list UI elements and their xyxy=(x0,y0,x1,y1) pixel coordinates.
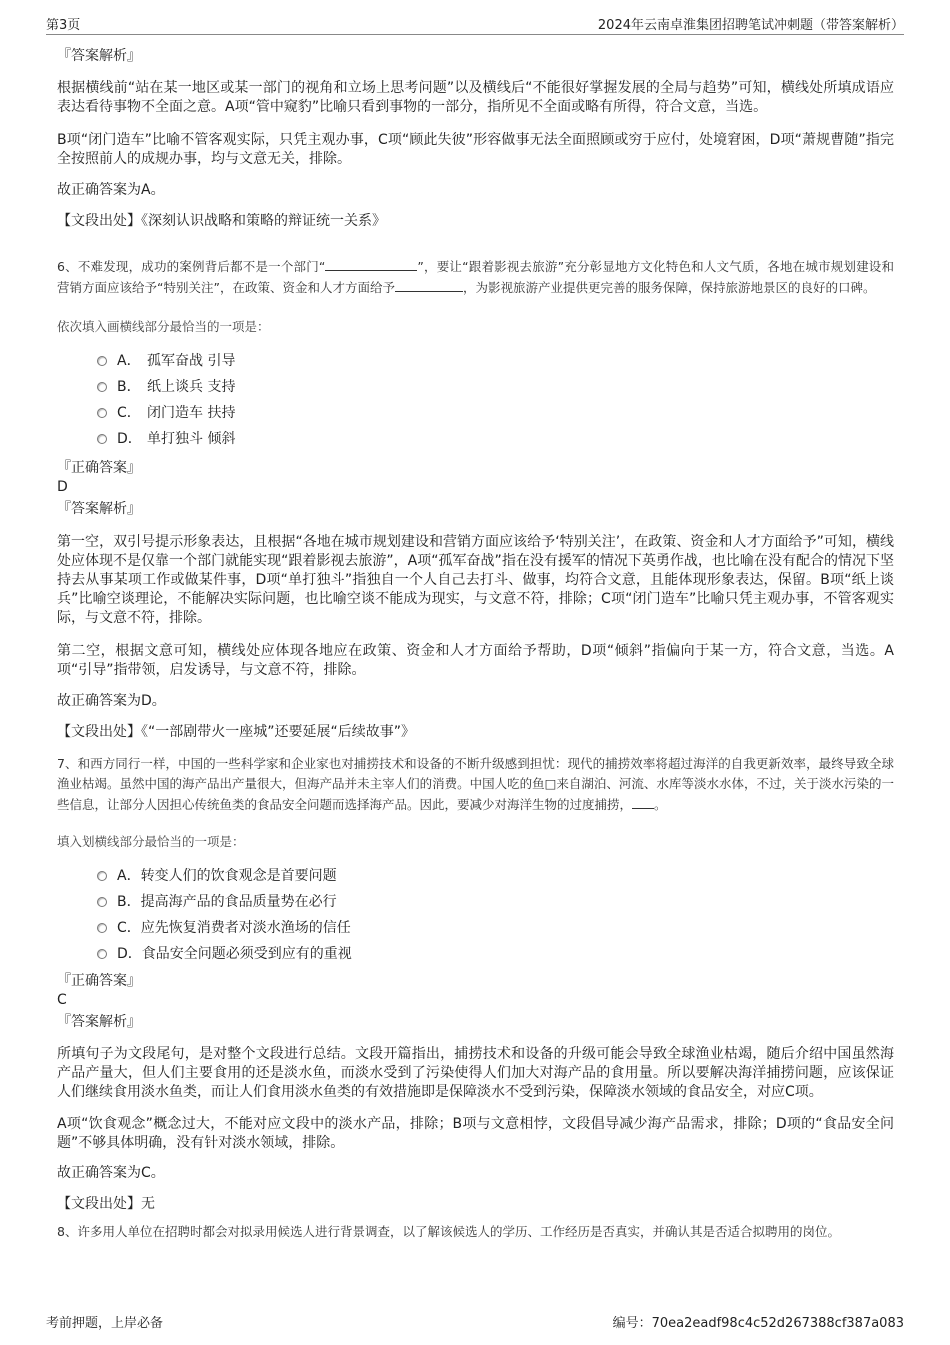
correct-answer-tag: 『正确答案』 xyxy=(57,460,141,476)
radio-icon[interactable] xyxy=(97,923,107,933)
radio-icon[interactable] xyxy=(97,356,107,366)
source-citation: 【文段出处】无 xyxy=(57,1196,155,1212)
radio-icon[interactable] xyxy=(97,382,107,392)
question-7-options xyxy=(97,863,894,967)
option-d[interactable]: D． 单打独斗 倾斜 xyxy=(97,426,894,452)
analysis-paragraph: 第二空，根据文意可知，横线处应体现各地应在政策、资金和人才方面给予帮助，D项“倾斜”指偏向于某一方，符合文意，当选。A项“引导”指带领，启发诱导，与文意不符，排除。 xyxy=(57,643,894,678)
document-title: 2024年云南卓淮集团招聘笔试冲刺题（带答案解析） xyxy=(597,18,904,33)
option-c[interactable]: C． 闭门造车 扶持 xyxy=(97,400,894,426)
page-content xyxy=(57,46,894,1242)
correct-answer: C xyxy=(57,992,67,1008)
source-citation: 【文段出处】《深刻认识战略和策略的辩证统一关系》 xyxy=(57,213,386,229)
option-d[interactable]: D． 食品安全问题必须受到应有的重视 xyxy=(97,941,894,967)
answer-conclusion: 故正确答案为C。 xyxy=(57,1165,165,1181)
question-instruction: 填入划横线部分最恰当的一项是： xyxy=(57,834,245,849)
analysis-paragraph: 所填句子为文段尾句，是对整个文段进行总结。文段开篇指出，捕捞技术和设备的升级可能会导致全球渔业枯竭，随后介绍中国虽然海产品产量大，但人们主要食用的还是淡水鱼，而淡水受到了污染使得人们加大对海产品的食用量。所以要解决海洋捕捞问题，应该保证人们继续食用淡水鱼类，而让人们食用淡水鱼类的有效措施即是保障淡水不受到污染，保障淡水领域的食品安全，对应C项。 xyxy=(57,1046,894,1100)
document-id: 编号：70ea2eadf98c4c52d267388cf387a083 xyxy=(612,1316,904,1331)
option-c[interactable]: C． 应先恢复消费者对淡水渔场的信任 xyxy=(97,915,894,941)
correct-answer-tag: 『正确答案』 xyxy=(57,973,141,989)
fill-blank-2 xyxy=(395,277,463,292)
correct-answer: D xyxy=(57,479,68,495)
analysis-paragraph: 第一空，双引号提示形象表达，且根据“各地在城市规划建设和营销方面应该给予‘特别关注’，在政策、资金和人才方面给予”可知，横线处应体现不是仅靠一个部门就能实现“跟着影视去旅游”，A项“孤军奋战”指在没有援军的情况下英勇作战，也比喻在没有配合的情况下坚持去从事某项工作或做某件事，D项“单打独斗”指独自一个人自己去打斗、做事，均符合文意，且能体现形象表达，保留。B项“纸上谈兵”比喻空谈理论，不能解决实际问题，也比喻空谈不能成为现实，与文意不符，排除；C项“闭门造车”比喻只凭主观办事，不管客观实际，与文意不符，排除。 xyxy=(57,534,894,626)
question-6-text: 6、不难发现，成功的案例背后都不是一个部门“ ”，要让“跟着影视去旅游”充分彰显地方文化特色和人文气质，各地在城市规划建设和营销方面应该给予“特别关注”，在政策、资金和人才方面给予 ，为影视旅游产业提供更完善的服务保障，保持旅游地景区的良好的口碑。 xyxy=(57,256,894,298)
analysis-paragraph: B项“闭门造车”比喻不管客观实际，只凭主观办事，C项“顾此失彼”形容做事无法全面照顾或穷于应付，处境窘困，D项“萧规曹随”指完全按照前人的成规办事，均与文意无关，排除。 xyxy=(57,132,894,167)
analysis-tag: 『答案解析』 xyxy=(57,48,141,64)
analysis-tag: 『答案解析』 xyxy=(57,1014,141,1030)
radio-icon[interactable] xyxy=(97,949,107,959)
radio-icon[interactable] xyxy=(97,408,107,418)
radio-icon[interactable] xyxy=(97,434,107,444)
question-7-text: 7、和西方同行一样，中国的一些科学家和企业家也对捕捞技术和设备的不断升级感到担忧：现代的捕捞效率将超过海洋的自我更新效率，最终导致全球渔业枯竭。虽然中国的海产品出产量很大，但海产品并未主宰人们的消费。中国人吃的鱼□来自湖泊、河流、水库等淡水水体，不过，关于淡水污染的一些信息，让部分人因担心传统鱼类的食品安全问题而选择海产品。因此，要减少对海洋生物的过度捕捞， 。 xyxy=(57,756,894,812)
option-a[interactable]: A． 转变人们的饮食观念是首要问题 xyxy=(97,863,894,889)
fill-blank xyxy=(632,794,654,809)
analysis-tag: 『答案解析』 xyxy=(57,501,141,517)
footer-slogan: 考前押题，上岸必备 xyxy=(46,1316,164,1331)
analysis-paragraph: 根据横线前“站在某一地区或某一部门的视角和立场上思考问题”以及横线后“不能很好掌握发展的全局与趋势”可知，横线处所填成语应表达看待事物不全面之意。A项“管中窥豹”比喻只看到事物的一部分，指所见不全面或略有所得，符合文意，当选。 xyxy=(57,80,894,115)
answer-conclusion: 故正确答案为D。 xyxy=(57,693,166,709)
question-8-text: 8、许多用人单位在招聘时都会对拟录用候选人进行背景调查，以了解该候选人的学历、工作经历是否真实，并确认其是否适合拟聘用的岗位。 xyxy=(57,1224,840,1239)
question-6-options xyxy=(97,348,894,452)
radio-icon[interactable] xyxy=(97,871,107,881)
page-number: 第3页 xyxy=(46,18,81,33)
option-b[interactable]: B． 纸上谈兵 支持 xyxy=(97,374,894,400)
answer-conclusion: 故正确答案为A。 xyxy=(57,182,165,198)
question-instruction: 依次填入画横线部分最恰当的一项是： xyxy=(57,319,270,334)
analysis-paragraph: A项“饮食观念”概念过大，不能对应文段中的淡水产品，排除；B项与文意相悖，文段倡导减少海产品需求，排除；D项的“食品安全问题”不够具体明确，没有针对淡水领域，排除。 xyxy=(57,1116,894,1151)
option-b[interactable]: B． 提高海产品的食品质量势在必行 xyxy=(97,889,894,915)
option-a[interactable]: A． 孤军奋战 引导 xyxy=(97,348,894,374)
radio-icon[interactable] xyxy=(97,897,107,907)
source-citation: 【文段出处】《“一部剧带火一座城”还要延展“后续故事”》 xyxy=(57,724,416,740)
fill-blank-1 xyxy=(325,256,417,271)
page-header xyxy=(46,12,904,35)
